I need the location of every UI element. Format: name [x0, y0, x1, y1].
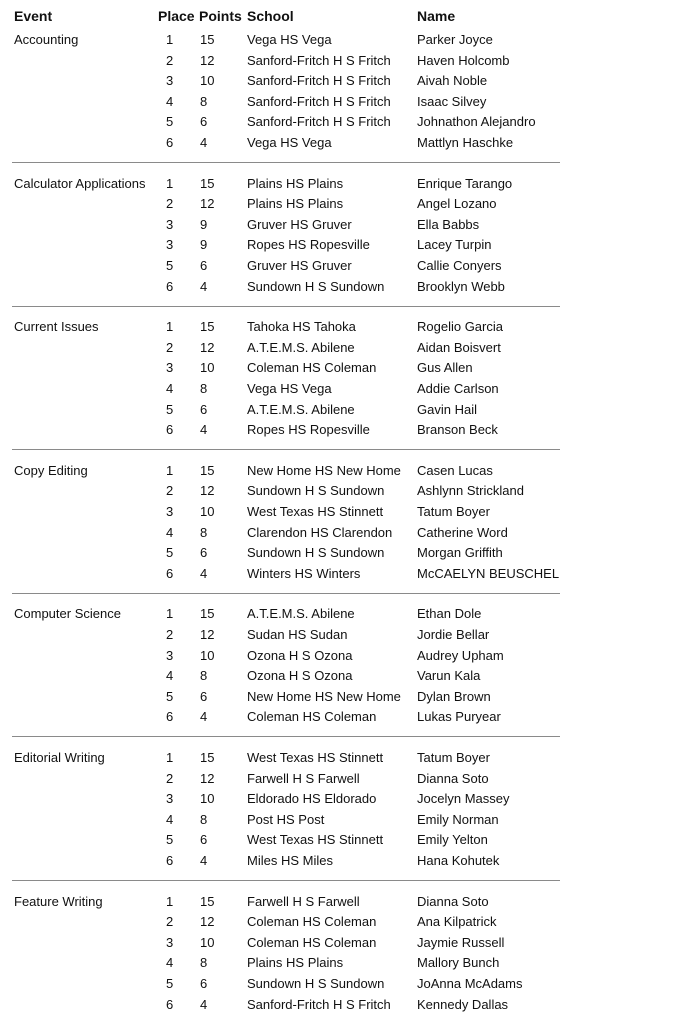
points-cell: 9 [200, 237, 208, 253]
table-row [0, 709, 686, 729]
event-name: Calculator Applications [14, 175, 146, 191]
points-cell: 4 [200, 278, 208, 294]
school-cell: A.T.E.M.S. Abilene [247, 606, 355, 622]
table-row [0, 237, 686, 257]
section-divider [12, 593, 560, 594]
points-cell: 15 [200, 32, 215, 47]
school-cell: Sanford-Fritch H S Fritch [247, 996, 391, 1012]
table-row [0, 668, 686, 688]
points-cell: 12 [200, 770, 215, 786]
points-cell: 8 [200, 811, 208, 827]
points-cell: 6 [200, 545, 208, 561]
points-cell: 10 [200, 647, 215, 663]
school-cell: Vega HS Vega [247, 135, 332, 150]
place-cell: 1 [166, 175, 174, 191]
points-cell: 6 [200, 975, 208, 991]
points-cell: 10 [200, 791, 215, 807]
table-row [0, 463, 686, 483]
event-block [0, 173, 686, 317]
place-cell: 4 [166, 524, 174, 540]
school-cell: Vega HS Vega [247, 380, 332, 396]
name-cell: Angel Lozano [417, 196, 497, 212]
name-cell: JoAnna McAdams [417, 975, 523, 991]
place-cell: 4 [166, 811, 174, 827]
points-cell: 4 [200, 422, 208, 438]
school-cell: Coleman HS Coleman [247, 709, 377, 725]
points-cell: 15 [200, 462, 215, 478]
points-cell: 15 [200, 749, 215, 765]
points-cell: 6 [200, 114, 208, 130]
place-cell: 2 [166, 339, 174, 355]
name-cell: Jaymie Russell [417, 934, 505, 950]
section-divider [12, 449, 560, 450]
table-row [0, 853, 686, 873]
name-cell: Tatum Boyer [417, 749, 490, 765]
table-row [0, 976, 686, 996]
school-cell: Sanford-Fritch H S Fritch [247, 93, 391, 109]
points-cell: 15 [200, 893, 215, 909]
place-cell: 1 [166, 319, 174, 335]
name-cell: Gavin Hail [417, 401, 477, 417]
school-cell: Sundown H S Sundown [247, 278, 385, 294]
school-cell: Sanford-Fritch H S Fritch [247, 114, 391, 130]
header-place: Place [158, 8, 195, 24]
school-cell: Sundown H S Sundown [247, 545, 385, 561]
name-cell: Ethan Dole [417, 606, 482, 622]
place-cell: 3 [166, 360, 174, 376]
place-cell: 3 [166, 216, 174, 232]
place-cell: 5 [166, 975, 174, 991]
place-cell: 1 [166, 749, 174, 765]
points-cell: 6 [200, 401, 208, 417]
school-cell: Ropes HS Ropesville [247, 237, 370, 253]
school-cell: Ozona H S Ozona [247, 668, 353, 684]
place-cell: 2 [166, 196, 174, 212]
table-row [0, 279, 686, 299]
table-header [0, 8, 686, 28]
event-name: Current Issues [14, 319, 99, 335]
name-cell: Aivah Noble [417, 73, 488, 89]
school-cell: Sanford-Fritch H S Fritch [247, 73, 391, 89]
table-row [0, 894, 686, 914]
table-row [0, 381, 686, 401]
event-name: Computer Science [14, 606, 121, 622]
points-cell: 4 [200, 709, 208, 725]
points-cell: 10 [200, 73, 215, 89]
school-cell: Clarendon HS Clarendon [247, 524, 393, 540]
event-name: Feature Writing [14, 893, 103, 909]
name-cell: Isaac Silvey [417, 93, 487, 109]
section-divider [12, 736, 560, 737]
school-cell: A.T.E.M.S. Abilene [247, 339, 355, 355]
name-cell: Ashlynn Strickland [417, 483, 524, 499]
name-cell: Catherine Word [417, 524, 508, 540]
event-name: Accounting [14, 32, 79, 47]
table-row [0, 360, 686, 380]
place-cell: 5 [166, 114, 174, 130]
name-cell: Aidan Boisvert [417, 339, 501, 355]
points-cell: 8 [200, 93, 208, 109]
header-event: Event [14, 8, 53, 24]
table-row [0, 402, 686, 422]
table-row [0, 217, 686, 237]
school-cell: Winters HS Winters [247, 565, 361, 581]
points-cell: 10 [200, 503, 215, 519]
place-cell: 5 [166, 832, 174, 848]
school-cell: West Texas HS Stinnett [247, 749, 384, 765]
name-cell: Haven Holcomb [417, 52, 510, 68]
event-block [0, 460, 686, 604]
name-cell: Callie Conyers [417, 257, 502, 273]
points-cell: 4 [200, 852, 208, 868]
place-cell: 4 [166, 955, 174, 971]
place-cell: 6 [166, 996, 174, 1012]
place-cell: 3 [166, 73, 174, 89]
table-row [0, 606, 686, 626]
points-cell: 6 [200, 257, 208, 273]
event-block [0, 747, 686, 891]
place-cell: 6 [166, 565, 174, 581]
name-cell: Hana Kohutek [417, 852, 500, 868]
points-cell: 15 [200, 175, 215, 191]
school-cell: Sanford-Fritch H S Fritch [247, 52, 391, 68]
table-row [0, 422, 686, 442]
points-cell: 12 [200, 196, 215, 212]
results-table [0, 29, 686, 1034]
name-cell: Lacey Turpin [417, 237, 492, 253]
points-cell: 8 [200, 524, 208, 540]
name-cell: Jocelyn Massey [417, 791, 510, 807]
place-cell: 5 [166, 401, 174, 417]
place-cell: 4 [166, 668, 174, 684]
school-cell: Gruver HS Gruver [247, 257, 352, 273]
school-cell: Coleman HS Coleman [247, 934, 377, 950]
school-cell: Sudan HS Sudan [247, 626, 348, 642]
school-cell: Tahoka HS Tahoka [247, 319, 356, 335]
name-cell: Emily Yelton [417, 832, 488, 848]
place-cell: 5 [166, 257, 174, 273]
name-cell: Casen Lucas [417, 462, 493, 478]
school-cell: Plains HS Plains [247, 955, 344, 971]
place-cell: 5 [166, 688, 174, 704]
place-cell: 6 [166, 135, 174, 150]
table-row [0, 566, 686, 586]
points-cell: 4 [200, 135, 208, 150]
name-cell: Dylan Brown [417, 688, 491, 704]
name-cell: Brooklyn Webb [417, 278, 505, 294]
name-cell: Parker Joyce [417, 32, 493, 47]
table-row [0, 997, 686, 1017]
points-cell: 6 [200, 832, 208, 848]
school-cell: Farwell H S Farwell [247, 893, 360, 909]
school-cell: New Home HS New Home [247, 462, 401, 478]
name-cell: Emily Norman [417, 811, 499, 827]
place-cell: 1 [166, 462, 174, 478]
table-row [0, 627, 686, 647]
name-cell: Johnathon Alejandro [417, 114, 536, 130]
school-cell: Post HS Post [247, 811, 325, 827]
school-cell: Coleman HS Coleman [247, 360, 377, 376]
school-cell: Plains HS Plains [247, 196, 344, 212]
name-cell: McCAELYN BEUSCHEL [417, 565, 560, 581]
place-cell: 1 [166, 32, 174, 47]
points-cell: 6 [200, 688, 208, 704]
table-row [0, 196, 686, 216]
table-row [0, 94, 686, 114]
school-cell: West Texas HS Stinnett [247, 832, 384, 848]
place-cell: 3 [166, 647, 174, 663]
section-divider [12, 306, 560, 307]
event-block [0, 891, 686, 1034]
place-cell: 6 [166, 422, 174, 438]
name-cell: Varun Kala [417, 668, 481, 684]
points-cell: 8 [200, 955, 208, 971]
table-row [0, 914, 686, 934]
name-cell: Ana Kilpatrick [417, 914, 497, 930]
place-cell: 2 [166, 626, 174, 642]
event-name: Editorial Writing [14, 749, 105, 765]
place-cell: 2 [166, 770, 174, 786]
place-cell: 4 [166, 93, 174, 109]
points-cell: 9 [200, 216, 208, 232]
table-row [0, 545, 686, 565]
place-cell: 6 [166, 278, 174, 294]
table-row [0, 340, 686, 360]
name-cell: Kennedy Dallas [417, 996, 509, 1012]
table-row [0, 955, 686, 975]
school-cell: A.T.E.M.S. Abilene [247, 401, 355, 417]
table-row [0, 832, 686, 852]
table-row [0, 750, 686, 770]
school-cell: Miles HS Miles [247, 852, 333, 868]
table-row [0, 53, 686, 73]
place-cell: 2 [166, 483, 174, 499]
place-cell: 6 [166, 852, 174, 868]
section-divider [12, 162, 560, 163]
school-cell: Plains HS Plains [247, 175, 344, 191]
table-row [0, 176, 686, 196]
points-cell: 4 [200, 996, 208, 1012]
name-cell: Addie Carlson [417, 380, 499, 396]
table-row [0, 689, 686, 709]
school-cell: West Texas HS Stinnett [247, 503, 384, 519]
school-cell: Ropes HS Ropesville [247, 422, 370, 438]
name-cell: Mattlyn Haschke [417, 135, 514, 150]
school-cell: Gruver HS Gruver [247, 216, 352, 232]
school-cell: Eldorado HS Eldorado [247, 791, 377, 807]
points-cell: 8 [200, 668, 208, 684]
points-cell: 12 [200, 914, 215, 930]
table-row [0, 935, 686, 955]
table-row [0, 32, 686, 52]
event-name: Copy Editing [14, 462, 88, 478]
name-cell: Dianna Soto [417, 893, 489, 909]
points-cell: 12 [200, 626, 215, 642]
place-cell: 2 [166, 52, 174, 68]
place-cell: 3 [166, 503, 174, 519]
event-block [0, 603, 686, 747]
table-row [0, 812, 686, 832]
place-cell: 3 [166, 791, 174, 807]
points-cell: 15 [200, 606, 215, 622]
table-row [0, 483, 686, 503]
points-cell: 12 [200, 483, 215, 499]
place-cell: 3 [166, 237, 174, 253]
name-cell: Enrique Tarango [417, 175, 513, 191]
name-cell: Lukas Puryear [417, 709, 501, 725]
place-cell: 5 [166, 545, 174, 561]
place-cell: 4 [166, 380, 174, 396]
table-row [0, 504, 686, 524]
name-cell: Branson Beck [417, 422, 498, 438]
points-cell: 12 [200, 52, 215, 68]
points-cell: 8 [200, 380, 208, 396]
table-row [0, 135, 686, 155]
name-cell: Dianna Soto [417, 770, 489, 786]
name-cell: Mallory Bunch [417, 955, 500, 971]
school-cell: New Home HS New Home [247, 688, 401, 704]
points-cell: 15 [200, 319, 215, 335]
table-row [0, 791, 686, 811]
table-row [0, 525, 686, 545]
name-cell: Tatum Boyer [417, 503, 490, 519]
school-cell: Farwell H S Farwell [247, 770, 360, 786]
points-cell: 10 [200, 934, 215, 950]
name-cell: Jordie Bellar [417, 626, 490, 642]
event-block [0, 316, 686, 460]
place-cell: 3 [166, 934, 174, 950]
school-cell: Ozona H S Ozona [247, 647, 353, 663]
school-cell: Sundown H S Sundown [247, 975, 385, 991]
points-cell: 12 [200, 339, 215, 355]
place-cell: 6 [166, 709, 174, 725]
table-row [0, 648, 686, 668]
event-block [0, 29, 686, 173]
name-cell: Ella Babbs [417, 216, 480, 232]
table-row [0, 258, 686, 278]
place-cell: 2 [166, 914, 174, 930]
school-cell: Coleman HS Coleman [247, 914, 377, 930]
place-cell: 1 [166, 893, 174, 909]
table-row [0, 73, 686, 93]
school-cell: Sundown H S Sundown [247, 483, 385, 499]
name-cell: Rogelio Garcia [417, 319, 503, 335]
header-points: Points [199, 8, 242, 24]
place-cell: 1 [166, 606, 174, 622]
school-cell: Vega HS Vega [247, 32, 332, 47]
table-row [0, 319, 686, 339]
header-name: Name [417, 8, 456, 24]
name-cell: Gus Allen [417, 360, 473, 376]
points-cell: 10 [200, 360, 215, 376]
name-cell: Audrey Upham [417, 647, 504, 663]
header-school: School [247, 8, 294, 24]
points-cell: 4 [200, 565, 208, 581]
section-divider [12, 880, 560, 881]
table-row [0, 114, 686, 134]
table-row [0, 771, 686, 791]
name-cell: Morgan Griffith [417, 545, 503, 561]
